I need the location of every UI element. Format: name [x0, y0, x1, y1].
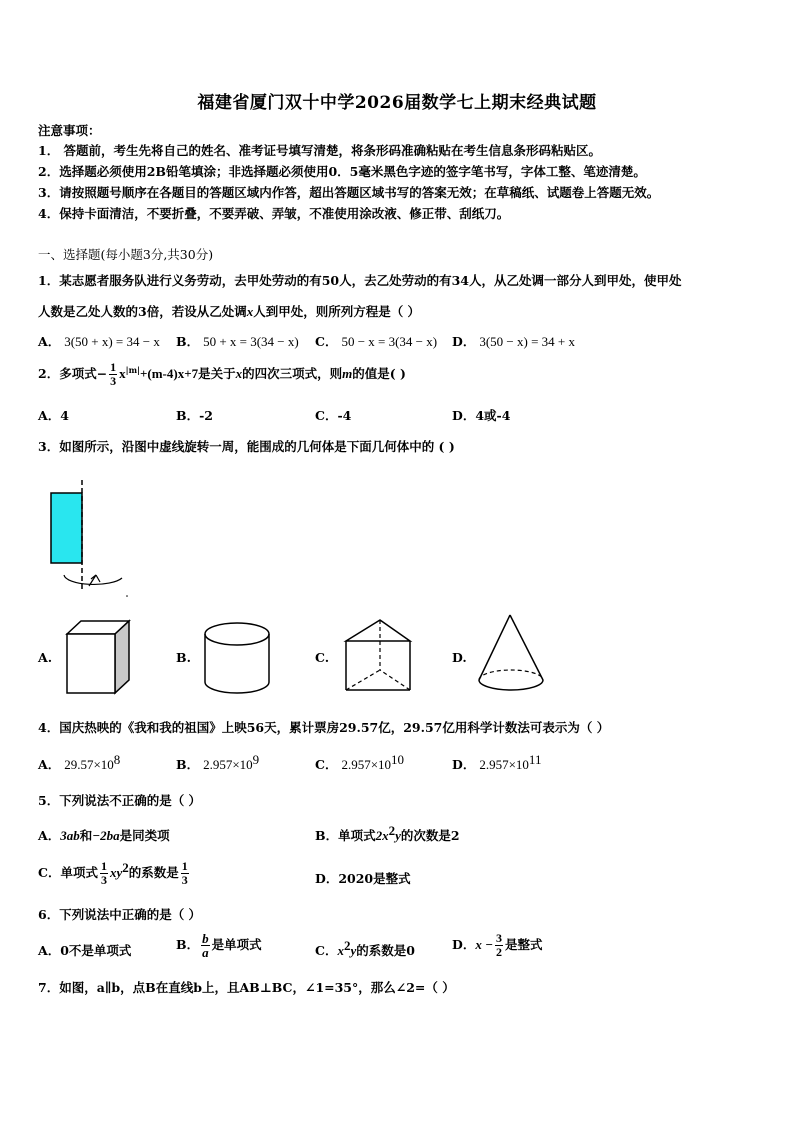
q1-option-c[interactable]: C． 50 − x = 3(34 − x): [315, 334, 438, 349]
q3-option-c[interactable]: C.: [315, 650, 330, 665]
notice-heading: 注意事项：: [38, 123, 101, 138]
q5-option-d[interactable]: D．2020是整式: [315, 871, 411, 886]
q3-option-a[interactable]: A.: [38, 650, 53, 665]
q3-option-b[interactable]: B.: [176, 650, 191, 665]
q7-stem: 7．如图，a∥b，点B在直线b上，且AB⊥BC，∠1=35°，那么∠2=（ ）: [38, 980, 455, 995]
q6-option-a[interactable]: A．0不是单项式: [38, 943, 132, 958]
q4-option-a[interactable]: A． $29.57\times 10^8$: [38, 751, 121, 772]
q2-option-c[interactable]: C．-4: [315, 408, 352, 423]
q5-option-c[interactable]: C．单项式 $\frac{1}{3}$ $xy^2$的系数是 $\frac{1}{3}$: [38, 859, 188, 887]
q6-option-d[interactable]: D．x − $\frac{3}{2}$ 是整式: [452, 931, 543, 959]
q5-option-a[interactable]: A．3ab和−2ba是同类项: [38, 828, 170, 843]
notice-item-2: 2．选择题必须使用2B铅笔填涂；非选择题必须使用0．5毫米黑色字迹的签字笔书写，字体工整、笔迹清楚。: [38, 164, 646, 179]
q2-option-b[interactable]: B．-2: [176, 408, 213, 423]
q4-option-b[interactable]: B． $2.957\times 10^9$: [176, 751, 260, 772]
q4-option-c[interactable]: C． $2.957\times 10^{10}$: [315, 751, 405, 772]
q2-option-d[interactable]: D．4或-4: [452, 408, 511, 423]
cube-icon: [62, 619, 134, 695]
notice-item-4: 4．保持卡面清洁，不要折叠，不要弄破、弄皱，不准使用涂改液、修正带、刮纸刀。: [38, 206, 510, 221]
section-heading: 一、选择题(每小题3分,共30分): [38, 247, 214, 262]
notice-item-1: 1． 答题前，考生先将自己的姓名、准考证号填写清楚，将条形码准确粘贴在考生信息条形码粘贴区。: [38, 143, 602, 158]
rotation-figure: [40, 480, 140, 602]
q1-line2: 人数是乙处人数的3倍，若设从乙处调x人到甲处，则所列方程是（ ）: [38, 304, 421, 319]
q4-option-d[interactable]: D． $2.957\times 10^{11}$: [452, 751, 542, 772]
q3-stem: 3．如图所示，沿图中虚线旋转一周，能围成的几何体是下面几何体中的 ( ): [38, 439, 455, 454]
q4-stem: 4．国庆热映的《我和我的祖国》上映56天，累计票房29.57亿，29.57亿用科学计数法可表示为（ ）: [38, 720, 610, 735]
shaded-rectangle: [51, 493, 82, 563]
q5-stem: 5．下列说法不正确的是（ ）: [38, 793, 202, 808]
cylinder-icon: [202, 620, 274, 698]
cone-icon: [474, 612, 550, 694]
triangular-prism-icon: [342, 618, 414, 694]
q1-option-d[interactable]: D． 3(50 − x) = 34 + x: [452, 334, 575, 349]
q3-option-d[interactable]: D.: [452, 650, 467, 665]
q6-option-b[interactable]: B． $\frac{b}{a}$ 是单项式: [176, 931, 262, 960]
q6-option-c[interactable]: C．$x^2y$的系数是0: [315, 937, 415, 958]
q2-option-a[interactable]: A．4: [38, 408, 69, 423]
q2-stem: 2．多项式− $\frac{1}{3}$ $x^{|m|}+(m-4)x+7$是关于x的四次三项式，则m的值是( ): [38, 360, 406, 388]
q1-option-b[interactable]: B． 50 + x = 3(34 − x): [176, 334, 299, 349]
page-title: 福建省厦门双十中学2026届数学七上期末经典试题: [197, 93, 597, 113]
q1-line1: 1．某志愿者服务队进行义务劳动，去甲处劳动的有50人，去乙处劳动的有34人，从乙处调一部分人到甲处，使甲处: [38, 273, 682, 288]
q6-stem: 6．下列说法中正确的是（ ）: [38, 907, 202, 922]
q5-option-b[interactable]: B．单项式$2x^2y$的次数是2: [315, 822, 460, 843]
q1-option-a[interactable]: A． 3(50 + x) = 34 − x: [38, 334, 160, 349]
notice-item-3: 3．请按照题号顺序在各题目的答题区域内作答，超出答题区域书写的答案无效；在草稿纸、试题卷上答题无效。: [38, 185, 660, 200]
